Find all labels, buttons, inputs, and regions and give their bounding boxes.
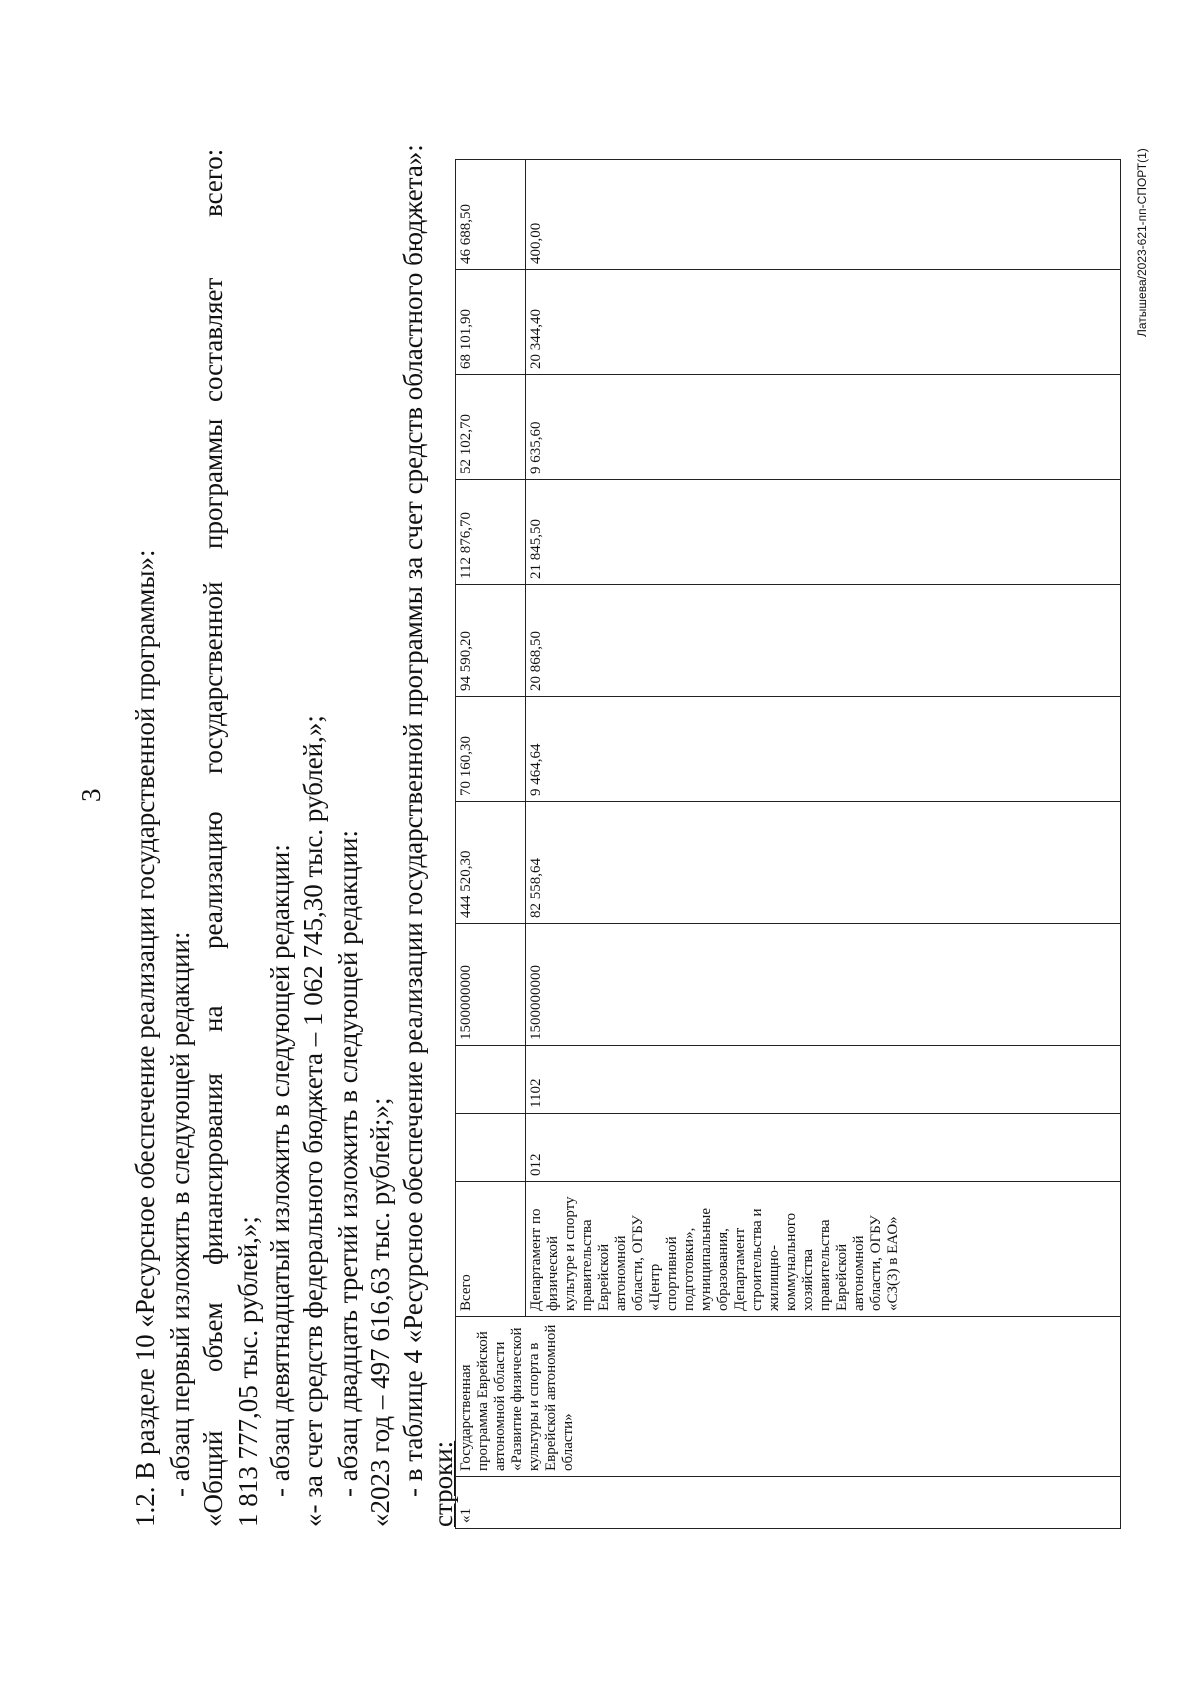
value-cell: 112 876,70 xyxy=(456,480,526,585)
rzpr-cell xyxy=(456,1046,526,1114)
word: на xyxy=(198,1005,228,1032)
word: объем xyxy=(198,1302,228,1372)
paragraph-line: «2023 год – 497 616,63 тыс. рублей;»; xyxy=(365,1097,395,1527)
value-cell: 70 160,30 xyxy=(456,697,526,802)
budget-table xyxy=(455,159,1121,1529)
paragraph-line: - в таблице 4 «Ресурсное обеспечение реализации государственной программы за счет средств областного бюджета»: xyxy=(398,144,428,1497)
word: программы xyxy=(198,418,228,549)
section-heading: 1.2. В разделе 10 «Ресурсное обеспечение реализации государственной программы»: xyxy=(130,549,160,1527)
value-cell: 94 590,20 xyxy=(456,585,526,697)
value-cell: 68 101,90 xyxy=(456,270,526,375)
paragraph-line: 1 813 777,05 тыс. рублей,»; xyxy=(233,1216,263,1527)
value-cell: 82 558,64 xyxy=(526,802,1121,924)
word: реализацию xyxy=(198,811,228,949)
executor-cell: Всего xyxy=(456,1182,526,1317)
grbs-cell: 012 xyxy=(526,1114,1121,1182)
value-cell: 444 520,30 xyxy=(456,802,526,924)
rzpr-cell: 1102 xyxy=(526,1046,1121,1114)
csr-cell: 1500000000 xyxy=(456,924,526,1046)
row-number-cell: «1 xyxy=(456,1477,1121,1529)
value-cell: 46 688,50 xyxy=(456,160,526,270)
value-cell: 20 868,50 xyxy=(526,585,1121,697)
csr-cell: 1500000000 xyxy=(526,924,1121,1046)
paragraph-line: «- за счет средств федерального бюджета – 1 062 745,30 тыс. рублей,»; xyxy=(298,715,328,1527)
table-row xyxy=(456,160,526,1529)
value-cell: 21 845,50 xyxy=(526,480,1121,585)
program-name-cell: Государственная программа Еврейской автономной области «Развитие физической культуры и спорта в Еврейской автономной области» xyxy=(456,1317,1121,1477)
value-cell: 400,00 xyxy=(526,160,1121,270)
page-number: 3 xyxy=(76,788,106,802)
paragraph-line: - абзац первый изложить в следующей редакции: xyxy=(165,931,195,1497)
document-footer-code: Латышева/2023-621-пп-СПОРТ(1) xyxy=(1135,148,1149,337)
paragraph-line: - абзац девятнадцатый изложить в следующей редакции: xyxy=(265,844,295,1497)
value-cell: 52 102,70 xyxy=(456,375,526,480)
executor-cell: Департамент по физической культуре и спорту правительства Еврейской автономной области, ОГБУ «Центр спортивной подготовки», муниципальные образования, Департамент строительства и жилищно-коммунального хозяйства правительства Еврейской автономной области, ОГБУ «СЗ(3) в ЕАО» xyxy=(526,1182,1121,1317)
word: государственной xyxy=(198,581,228,774)
word: «Общий xyxy=(198,1430,228,1527)
grbs-cell xyxy=(456,1114,526,1182)
word: всего: xyxy=(198,148,228,217)
value-cell: 20 344,40 xyxy=(526,270,1121,375)
paragraph-line: - абзац двадцать третий изложить в следующей редакции: xyxy=(333,830,363,1497)
paragraph-line: строки: xyxy=(428,1440,458,1527)
value-cell: 9 635,60 xyxy=(526,375,1121,480)
word: финансирования xyxy=(198,1073,228,1265)
word: составляет xyxy=(198,277,228,402)
value-cell: 9 464,64 xyxy=(526,697,1121,802)
